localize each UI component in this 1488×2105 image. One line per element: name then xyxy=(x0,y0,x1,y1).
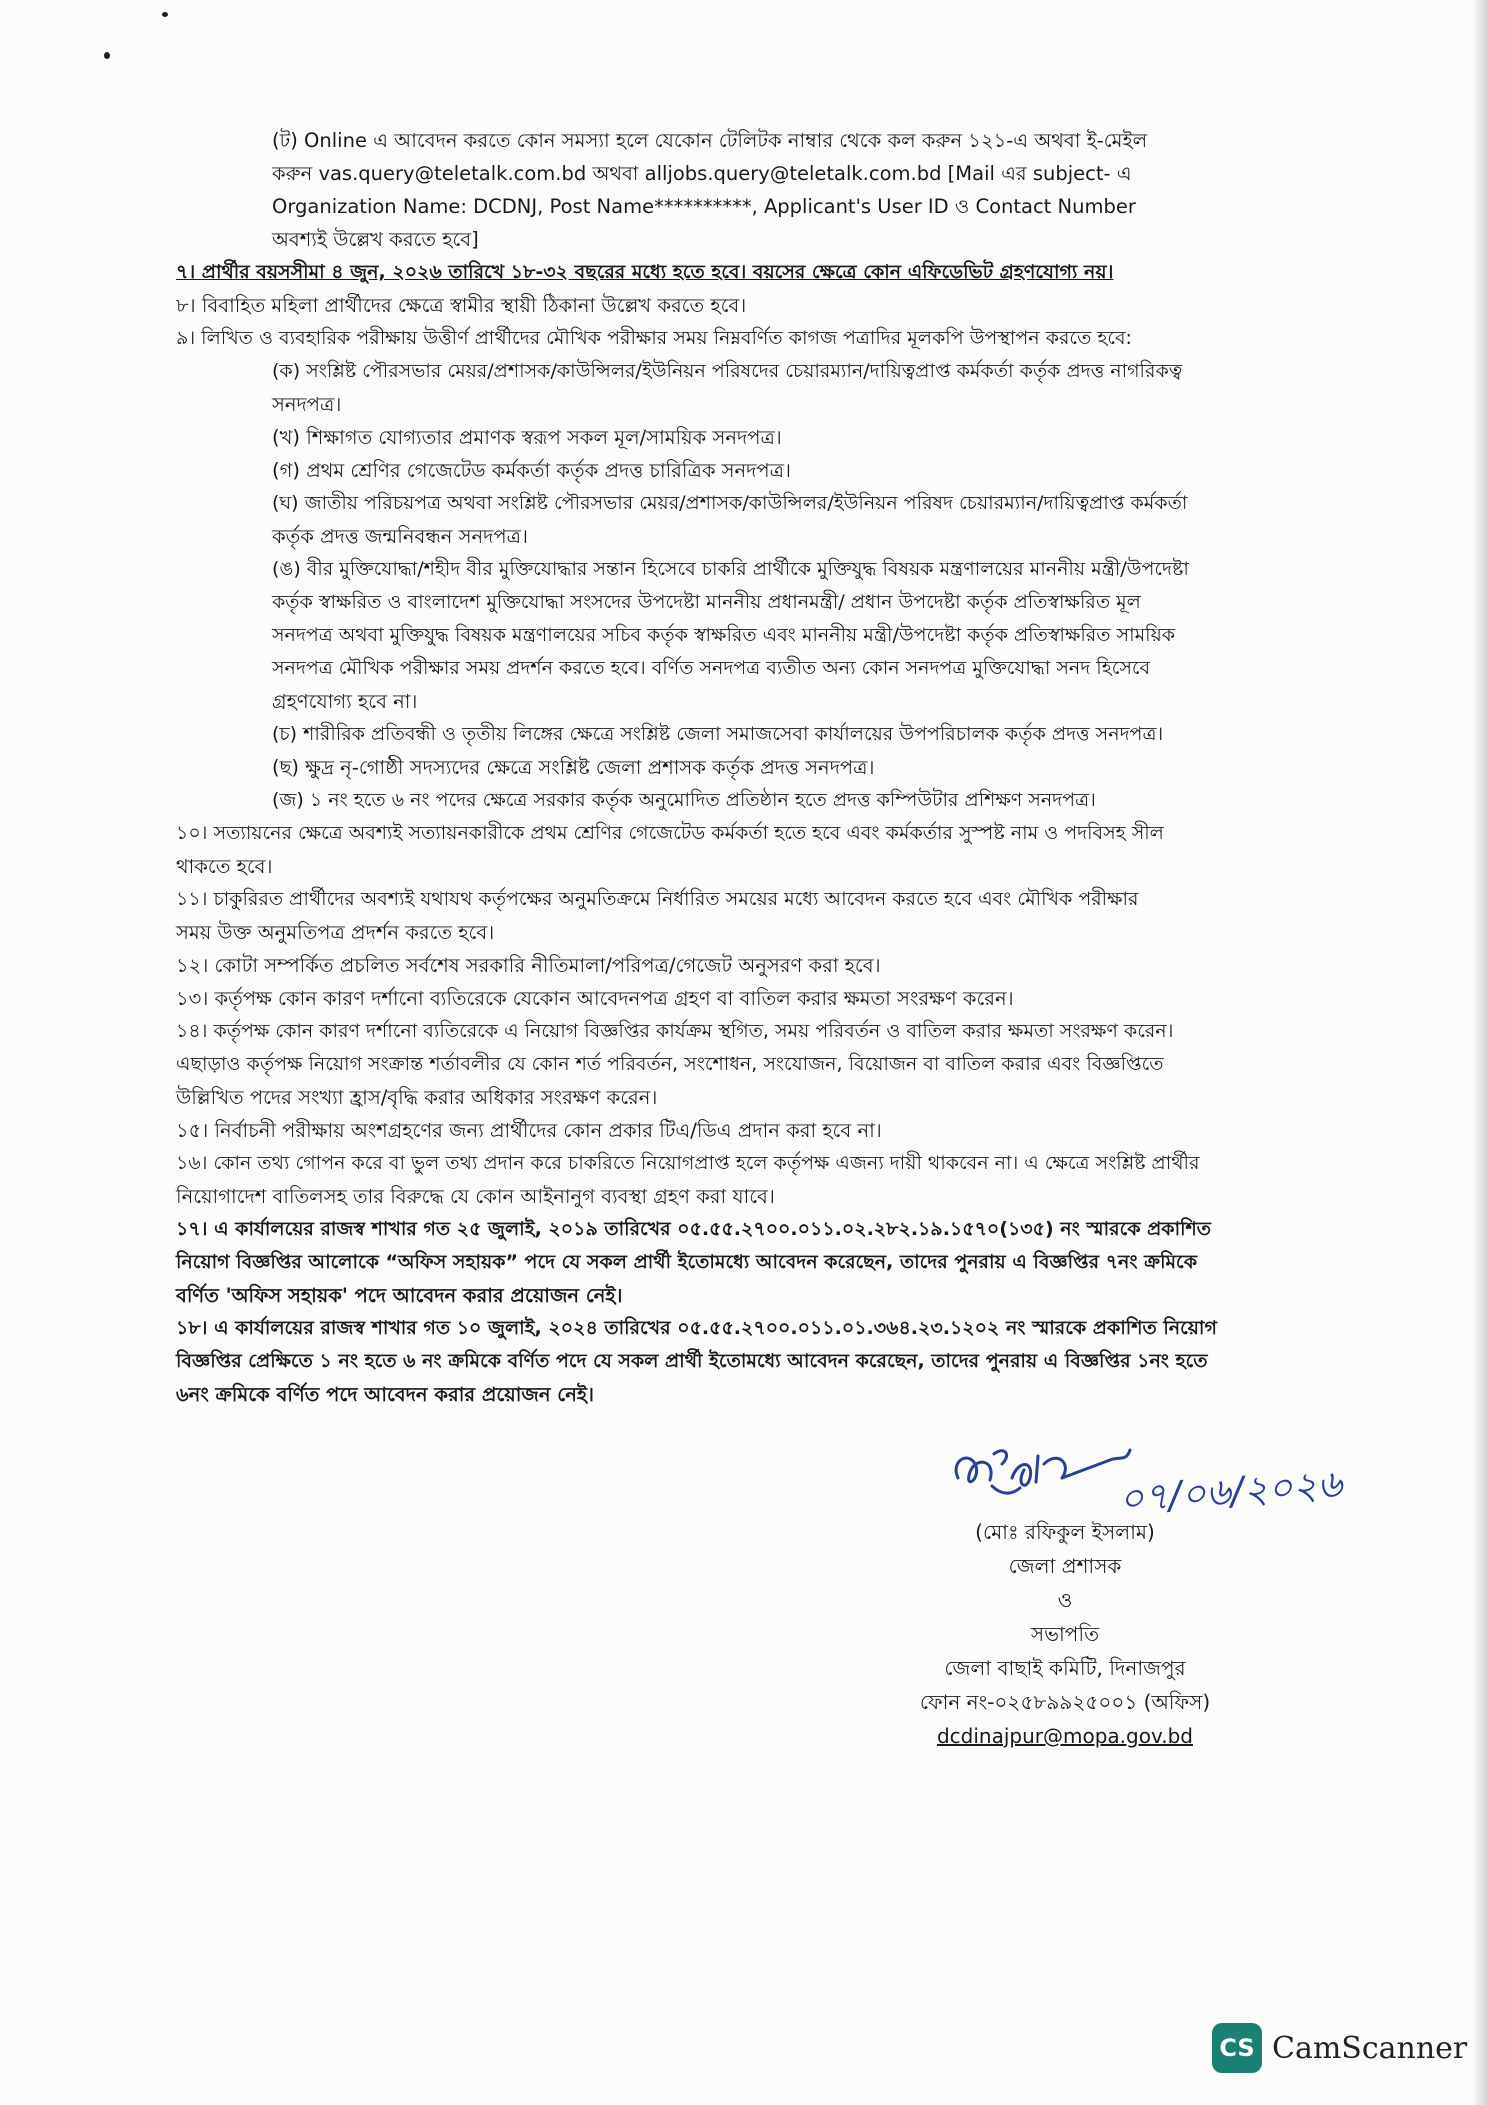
clause-t-line: অবশ্যই উল্লেখ করতে হবে] xyxy=(272,228,479,251)
signature-date: ০৭/০৬/২০২৬ xyxy=(1117,1461,1344,1521)
subitem-gha: কর্তৃক প্রদত্ত জন্মনিবন্ধন সনদপত্র। xyxy=(272,525,528,548)
item-11 xyxy=(176,883,1306,949)
subitem-uo: সনদপত্র মৌখিক পরীক্ষার সময় প্রদর্শন করতে হবে। বর্ণিত সনদপত্র ব্যতীত অন্য কোন সনদপত্র মুক্তিযোদ্ধা সনদ হিসেবে xyxy=(272,657,1151,679)
item-12-text: ১২। কোটা সম্পর্কিত প্রচলিত সর্বশেষ সরকারি নীতিমালা/পরিপত্র/গেজেট অনুসরণ করা হবে। xyxy=(176,954,881,977)
item-11-text: ১১। চাকুরিরত প্রার্থীদের অবশ্যই যথাযথ কর্তৃপক্ষের অনুমতিক্রমে নির্ধারিত সময়ের মধ্যে আবেদন করতে হবে এবং মৌখিক পরীক্ষার xyxy=(176,888,1139,910)
signatory-title-2: সভাপতি xyxy=(1030,1622,1100,1646)
item-14-text: এছাড়াও কর্তৃপক্ষ নিয়োগ সংক্রান্ত শর্তাবলীর যে কোন শর্ত পরিবর্তন, সংশোধন, সংযোজন, বিয়োজন বা বাতিল করার এবং বিজ্ঞপ্তিতে xyxy=(176,1053,1164,1075)
item-18-text: ১৮। এ কার্যালয়ের রাজস্ব শাখার গত ১০ জুলাই, ২০২৪ তারিখের ০৫.৫৫.২৭০০.০১১.০১.৩৬৪.২৩.১২০২ নং স্মারকে প্রকাশিত নিয়োগ xyxy=(176,1317,1217,1339)
clause-t-line: করুন vas.query@teletalk.com.bd অথবা alljobs.query@teletalk.com.bd [Mail এর subject- এ xyxy=(272,162,1132,185)
signatory-name: (মোঃ রফিকুল ইসলাম) xyxy=(975,1520,1155,1544)
subitem-ga: (গ) প্রথম শ্রেণির গেজেটেড কর্মকর্তা কর্তৃক প্রদত্ত চারিত্রিক সনদপত্র। xyxy=(272,459,791,482)
item-17 xyxy=(176,1213,1306,1312)
item-13-text: ১৩। কর্তৃপক্ষ কোন কারণ দর্শানো ব্যতিরেকে যেকোন আবেদনপত্র গ্রহণ বা বাতিল করার ক্ষমতা সংরক্ষণ করেন। xyxy=(176,987,1014,1010)
scan-speck xyxy=(104,52,110,59)
signatory-phone: ফোন নং-০২৫৮৯৯২৫০০১ (অফিস) xyxy=(919,1690,1211,1714)
camscanner-watermark xyxy=(1212,2022,1467,2074)
item-10 xyxy=(176,817,1306,883)
item-7-text: ৭। প্রার্থীর বয়সসীমা ৪ জুন, ২০২৬ তারিখে ১৮-৩২ বছরের মধ্যে হতে হবে। বয়সের ক্ষেত্রে কোন এফিডেভিট গ্রহণযোগ্য নয়। xyxy=(176,261,1114,283)
subitem-gha: (ঘ) জাতীয় পরিচয়পত্র অথবা সংশ্লিষ্ট পৌরসভার মেয়র/প্রশাসক/কাউন্সিলর/ইউনিয়ন পরিষদ চেয়ারম্যান/দায়িত্বপ্রাপ্ত কর্মকর্তা xyxy=(272,492,1188,514)
signatory-block xyxy=(900,1515,1230,1753)
item-9-text: ৯। লিখিত ও ব্যবহারিক পরীক্ষায় উত্তীর্ণ প্রার্থীদের মৌখিক পরীক্ষার সময় নিম্নবর্ণিত কাগজ পত্রাদির মূলকপি উপস্থাপন করতে হবে: xyxy=(176,327,1132,349)
signatory-title: জেলা প্রশাসক xyxy=(1008,1554,1122,1578)
subitem-kha: (খ) শিক্ষাগত যোগ্যতার প্রমাণক স্বরূপ সকল মূল/সাময়িক সনদপত্র। xyxy=(272,426,782,449)
item-17-text: বর্ণিত 'অফিস সহায়ক' পদে আবেদন করার প্রয়োজন নেই। xyxy=(176,1284,623,1307)
item-11-text: সময় উক্ত অনুমতিপত্র প্রদর্শন করতে হবে। xyxy=(176,921,495,944)
item-8-text: ৮। বিবাহিত মহিলা প্রার্থীদের ক্ষেত্রে স্বামীর স্থায়ী ঠিকানা উল্লেখ করতে হবে। xyxy=(176,294,747,317)
item-7 xyxy=(176,256,1306,289)
item-12 xyxy=(176,949,1306,982)
clause-t xyxy=(176,124,1306,256)
clause-t-line: Organization Name: DCDNJ, Post Name**********, Applicant's User ID ও Contact Number xyxy=(272,195,1136,218)
clause-t-line: (ট) Online এ আবেদন করতে কোন সমস্যা হলে যেকোন টেলিটক নাম্বার থেকে কল করুন ১২১-এ অথবা ই-মেইল xyxy=(272,129,1148,152)
item-16-text: ১৬। কোন তথ্য গোপন করে বা ভুল তথ্য প্রদান করে চাকরিতে নিয়োগপ্রাপ্ত হলে কর্তৃপক্ষ এজন্য দায়ী থাকবেন না। এ ক্ষেত্রে সংশ্লিষ্ট প্রার্থীর xyxy=(176,1152,1200,1174)
subitem-chha: (ছ) ক্ষুদ্র নৃ-গোষ্ঠী সদস্যদের ক্ষেত্রে সংশ্লিষ্ট জেলা প্রশাসক কর্তৃক প্রদত্ত সনদপত্র। xyxy=(272,756,875,779)
item-15-text: ১৫। নির্বাচনী পরীক্ষায় অংশগ্রহণের জন্য প্রার্থীদের কোন প্রকার টিএ/ডিএ প্রদান করা হবে না। xyxy=(176,1119,882,1142)
signatory-email: dcdinajpur@mopa.gov.bd xyxy=(936,1724,1193,1748)
item-16-text: নিয়োগাদেশ বাতিলসহ তার বিরুদ্ধে যে কোন আইনানুগ ব্যবস্থা গ্রহণ করা যাবে। xyxy=(176,1185,775,1208)
item-9-subitems xyxy=(176,355,1306,817)
item-10-text: থাকতে হবে। xyxy=(176,855,273,878)
scan-speck xyxy=(162,12,168,17)
subitem-uo: কর্তৃক স্বাক্ষরিত ও বাংলাদেশ মুক্তিযোদ্ধা সংসদের উপদেষ্টা মাননীয় প্রধানমন্ত্রী/ প্রধান উপদেষ্টা কর্তৃক প্রতিস্বাক্ষরিত মূল xyxy=(272,591,1141,613)
subitem-uo: গ্রহণযোগ্য হবে না। xyxy=(272,690,418,713)
item-14-text: ১৪। কর্তৃপক্ষ কোন কারণ দর্শানো ব্যতিরেকে এ নিয়োগ বিজ্ঞপ্তির কার্যক্রম স্থগিত, সময় পরিবর্তন ও বাতিল করার ক্ষমতা সংরক্ষণ করেন। xyxy=(176,1020,1174,1042)
subitem-ka: সনদপত্র। xyxy=(272,393,342,416)
item-10-text: ১০। সত্যায়নের ক্ষেত্রে অবশ্যই সত্যায়নকারীকে প্রথম শ্রেণির গেজেটেড কর্মকর্তা হতে হবে এবং কর্মকর্তার সুস্পষ্ট নাম ও পদবিসহ সীল xyxy=(176,822,1164,844)
camscanner-logo: CS xyxy=(1212,2023,1262,2073)
item-14-text: উল্লিখিত পদের সংখ্যা হ্রাস/বৃদ্ধি করার অধিকার সংরক্ষণ করেন। xyxy=(176,1086,658,1109)
subitem-cha: (চ) শারীরিক প্রতিবন্ধী ও তৃতীয় লিঙ্গের ক্ষেত্রে সংশ্লিষ্ট জেলা সমাজসেবা কার্যালয়ের উপপরিচালক কর্তৃক প্রদত্ত সনদপত্র। xyxy=(272,723,1164,745)
subitem-ka: (ক) সংশ্লিষ্ট পৌরসভার মেয়র/প্রশাসক/কাউন্সিলর/ইউনিয়ন পরিষদের চেয়ারম্যান/দায়িত্বপ্রাপ্ত কর্মকর্তা কর্তৃক প্রদত্ত নাগরিকত্ব xyxy=(272,360,1183,382)
item-18-text: বিজ্ঞপ্তির প্রেক্ষিতে ১ নং হতে ৬ নং ক্রমিকে বর্ণিত পদে যে সকল প্রার্থী ইতোমধ্যে আবেদন করেছেন, তাদের পুনরায় এ বিজ্ঞপ্তির ১নং হতে xyxy=(176,1350,1208,1372)
item-9 xyxy=(176,322,1306,355)
item-18 xyxy=(176,1312,1306,1411)
item-15 xyxy=(176,1114,1306,1147)
page-edge-shadow xyxy=(1472,0,1488,2105)
item-17-text: নিয়োগ বিজ্ঞপ্তির আলোকে “অফিস সহায়ক” পদে যে সকল প্রার্থী ইতোমধ্যে আবেদন করেছেন, তাদের পুনরায় এ বিজ্ঞপ্তির ৭নং ক্রমিকে xyxy=(176,1251,1197,1273)
item-18-text: ৬নং ক্রমিকে বর্ণিত পদে আবেদন করার প্রয়োজন নেই। xyxy=(176,1383,594,1406)
item-8 xyxy=(176,289,1306,322)
item-16 xyxy=(176,1147,1306,1213)
subitem-ja: (জ) ১ নং হতে ৬ নং পদের ক্ষেত্রে সরকার কর্তৃক অনুমোদিত প্রতিষ্ঠান হতে প্রদত্ত কম্পিউটার প্রশিক্ষণ সনদপত্র। xyxy=(272,789,1096,811)
camscanner-text: CamScanner xyxy=(1272,2030,1468,2066)
item-14 xyxy=(176,1015,1306,1114)
notice-body xyxy=(176,124,1306,1411)
item-17-text: ১৭। এ কার্যালয়ের রাজস্ব শাখার গত ২৫ জুলাই, ২০১৯ তারিখের ০৫.৫৫.২৭০০.০১১.০২.২৮২.১৯.১৫৭০(১৩৫) নং স্মারকে প্রকাশিত xyxy=(176,1218,1212,1240)
item-13 xyxy=(176,982,1306,1015)
subitem-uo: (ঙ) বীর মুক্তিযোদ্ধা/শহীদ বীর মুক্তিযোদ্ধার সন্তান হিসেবে চাকরি প্রার্থীকে মুক্তিযুদ্ধ বিষয়ক মন্ত্রণালয়ের মাননীয় মন্ত্রী/উপদেষ্টা xyxy=(272,558,1189,580)
subitem-uo: সনদপত্র অথবা মুক্তিযুদ্ধ বিষয়ক মন্ত্রণালয়ের সচিব কর্তৃক স্বাক্ষরিত এবং মাননীয় মন্ত্রী/উপদেষ্টা কর্তৃক প্রতিস্বাক্ষরিত সাময়িক xyxy=(272,624,1176,646)
signatory-committee: জেলা বাছাই কমিটি, দিনাজপুর xyxy=(944,1656,1186,1680)
signatory-and: ও xyxy=(1057,1588,1073,1612)
